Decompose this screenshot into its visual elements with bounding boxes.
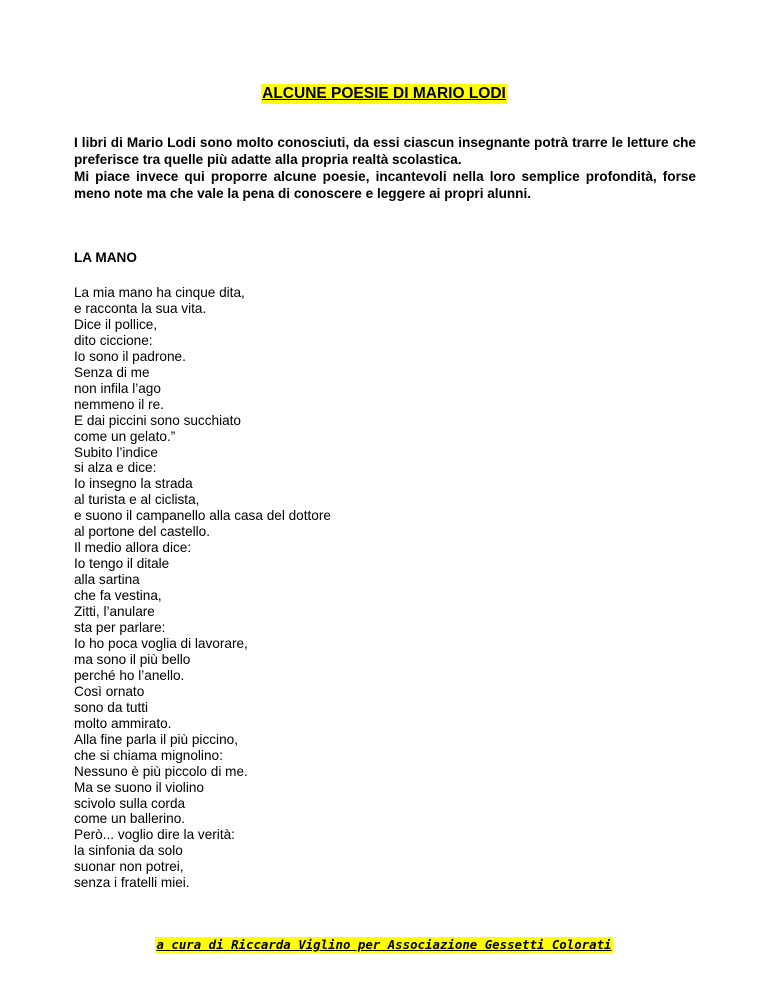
poem-line: come un gelato.” — [74, 428, 176, 444]
poem-line: Nessuno è più piccolo di me. — [74, 763, 248, 779]
poem-line: Il medio allora dice: — [74, 540, 192, 556]
intro-sentence-1: I libri di Mario Lodi sono molto conosciuti, da essi ciascun insegnante potrà trarre le letture che preferisce tra quelle più adatte alla propria realtà scolastica. — [74, 135, 696, 167]
poem-line: Ma se suono il violino — [74, 779, 204, 795]
poem-line: E dai piccini sono succhiato — [74, 412, 241, 428]
poem-line: che fa vestina, — [74, 588, 162, 604]
title-container — [0, 84, 768, 104]
intro-sentence-2: Mi piace invece qui proporre alcune poesie, incantevoli nella loro semplice profondità, forse meno note ma che vale la pena di conoscere e leggere ai propri alunni. — [74, 169, 696, 201]
poem-line: e racconta la sua vita. — [74, 300, 207, 316]
poem-line: non infila l’ago — [74, 380, 161, 396]
poem-line: Dice il pollice, — [74, 316, 158, 332]
poem-line: Senza di me — [74, 364, 150, 380]
poem-line: Alla fine parla il più piccino, — [74, 731, 238, 747]
poem-line: nemmeno il re. — [74, 396, 164, 412]
intro-paragraph — [74, 134, 696, 202]
poem-line: che si chiama mignolino: — [74, 747, 223, 763]
poem-line: sono da tutti — [74, 699, 149, 715]
poem-line: dito ciccione: — [74, 332, 153, 348]
poem-line: sta per parlare: — [74, 620, 166, 636]
footer-container — [0, 936, 768, 954]
poem-line: Così ornato — [74, 683, 145, 699]
poem-line: Subito l’indice — [74, 444, 158, 460]
poem-line: Io insegno la strada — [74, 476, 193, 492]
poem-line: suonar non potrei, — [74, 859, 184, 875]
poem-line: al turista e al ciclista, — [74, 492, 200, 508]
poem-line: scivolo sulla corda — [74, 795, 186, 811]
poem-title: LA MANO — [74, 250, 137, 265]
poem-line: Io tengo il ditale — [74, 556, 170, 572]
poem-line: Io ho poca voglia di lavorare, — [74, 635, 248, 651]
poem-line: molto ammirato. — [74, 715, 172, 731]
poem-line: La mia mano ha cinque dita, — [74, 285, 245, 300]
poem-line: la sinfonia da solo — [74, 843, 183, 859]
poem-body — [74, 285, 331, 891]
poem-line: alla sartina — [74, 572, 140, 588]
poem-line: e suono il campanello alla casa del dottore — [74, 508, 331, 524]
poem-line: ma sono il più bello — [74, 651, 191, 667]
poem-line: senza i fratelli miei. — [74, 875, 190, 891]
poem-line: perché ho l’anello. — [74, 667, 185, 683]
poem-line: Zitti, l’anulare — [74, 604, 155, 620]
page-title: ALCUNE POESIE DI MARIO LODI — [262, 85, 506, 102]
poem-line: al portone del castello. — [74, 524, 211, 540]
poem-line: Io sono il padrone. — [74, 348, 186, 364]
poem-line: come un ballerino. — [74, 811, 186, 827]
poem-line: Però... voglio dire la verità: — [74, 827, 235, 843]
poem-line: si alza e dice: — [74, 460, 157, 476]
footer-credit: a cura di Riccarda Viglino per Associazione Gessetti Colorati — [156, 937, 612, 952]
